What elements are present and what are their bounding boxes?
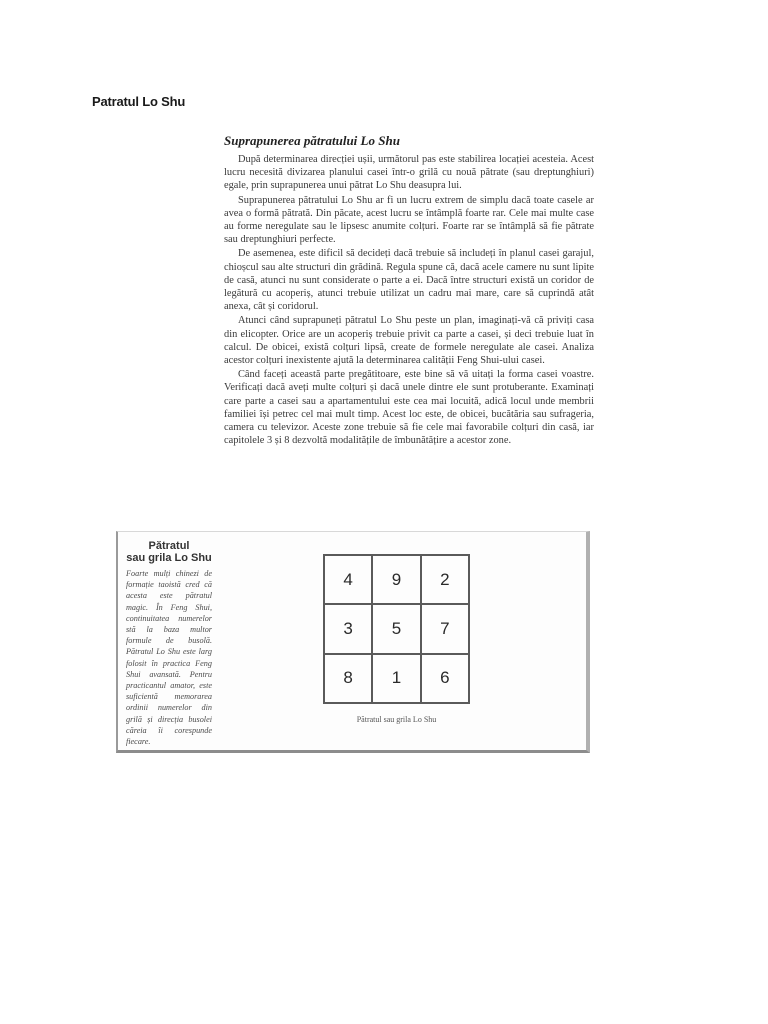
- grid-cell: 7: [421, 604, 469, 653]
- grid-cell: 5: [372, 604, 420, 653]
- lo-shu-figure-box: [116, 531, 590, 753]
- sidebar: [126, 540, 212, 747]
- grid-cell: 1: [372, 654, 420, 703]
- sidebar-title: Pătratul sau grila Lo Shu: [126, 540, 212, 564]
- grid-cell: 8: [324, 654, 372, 703]
- grid-cell: 4: [324, 555, 372, 604]
- grid-cell: 9: [372, 555, 420, 604]
- paragraph: Atunci când suprapuneți pătratul Lo Shu peste un plan, imaginați-vă că priviți casa din elicopter. Orice are un acoperiș trebuie privit ca parte a casei, și deci trebuie luat în calcul. De obicei, există colțuri lipsă, create de formele neregulate ale casei. Analiza acestor colțuri inexistente ajută la determinarea calității Feng Shui-ului casei.: [224, 315, 594, 367]
- grid-caption: Pătratul sau grila Lo Shu: [356, 715, 437, 724]
- page-title: Patratul Lo Shu: [92, 94, 186, 109]
- paragraph: După determinarea direcției ușii, următorul pas este stabilirea locației acesteia. Acest lucru necesită divizarea planului casei într-o grilă cu nouă pătrate (sau dreptunghiuri) egale, prin suprapunerea unui pătrat Lo Shu deasupra lui.: [224, 154, 594, 192]
- grid-cell: 3: [324, 604, 372, 653]
- paragraph: Când faceți această parte pregătitoare, este bine să vă uitați la forma casei voastre. Verificați dacă aveți multe colțuri și dacă unele dintre ele sunt protuberante. Examinați care parte a casei sau a apartamentului este cea mai locuită, adică locul unde membrii familiei își petrec cel mai mult timp. Acest loc este, de obicei, bucătăria sau sufrageria, camera cu televizor. Aceste zone trebuie să fie cele mai favorabile colțuri din casă, iar capitolele 3 și 8 dezvoltă modalitățile de îmbunătățire a acestor zone.: [224, 369, 594, 447]
- sidebar-text: Foarte mulți chinezi de formație taoistă cred că acesta este pătratul magic. În Feng Shui, continuitatea numerelor stă la baza multor formule de busolă. Pătratul Lo Shu este larg folosit în practica Feng Shui avansată. Pentru practicantul amator, este suficientă memorarea ordinii numerelor din grilă și direcția busolei căreia îi corespunde fiecare.: [126, 569, 212, 747]
- grid-cell: 6: [421, 654, 469, 703]
- section-heading: Suprapunerea pătratului Lo Shu: [224, 133, 400, 148]
- paragraph: De asemenea, este dificil să decideți dacă trebuie să includeți în planul casei garajul, chioșcul sau alte structuri din grădină. Regula spune că, dacă acele camere nu sunt lipite de casă, atunci nu sunt considerate o parte a ei. Dacă între structuri există un coridor de legătură cu acoperiș, atunci trebuie utilizat un cadru mai mare, care să cuprindă atât anexa, cât și coridorul.: [224, 248, 594, 313]
- paragraph: Suprapunerea pătratului Lo Shu ar fi un lucru extrem de simplu dacă toate casele ar avea o formă pătrată. Din păcate, acest lucru se întâmplă foarte rar. Cele mai multe case au forme neregulate sau le lipsesc anumite colțuri. Foarte rar se întâmplă să fie pătrate sau dreptunghiuri perfecte.: [224, 194, 594, 246]
- scanned-text-block: [224, 133, 594, 448]
- lo-shu-grid: [323, 554, 470, 704]
- grid-cell: 2: [421, 555, 469, 604]
